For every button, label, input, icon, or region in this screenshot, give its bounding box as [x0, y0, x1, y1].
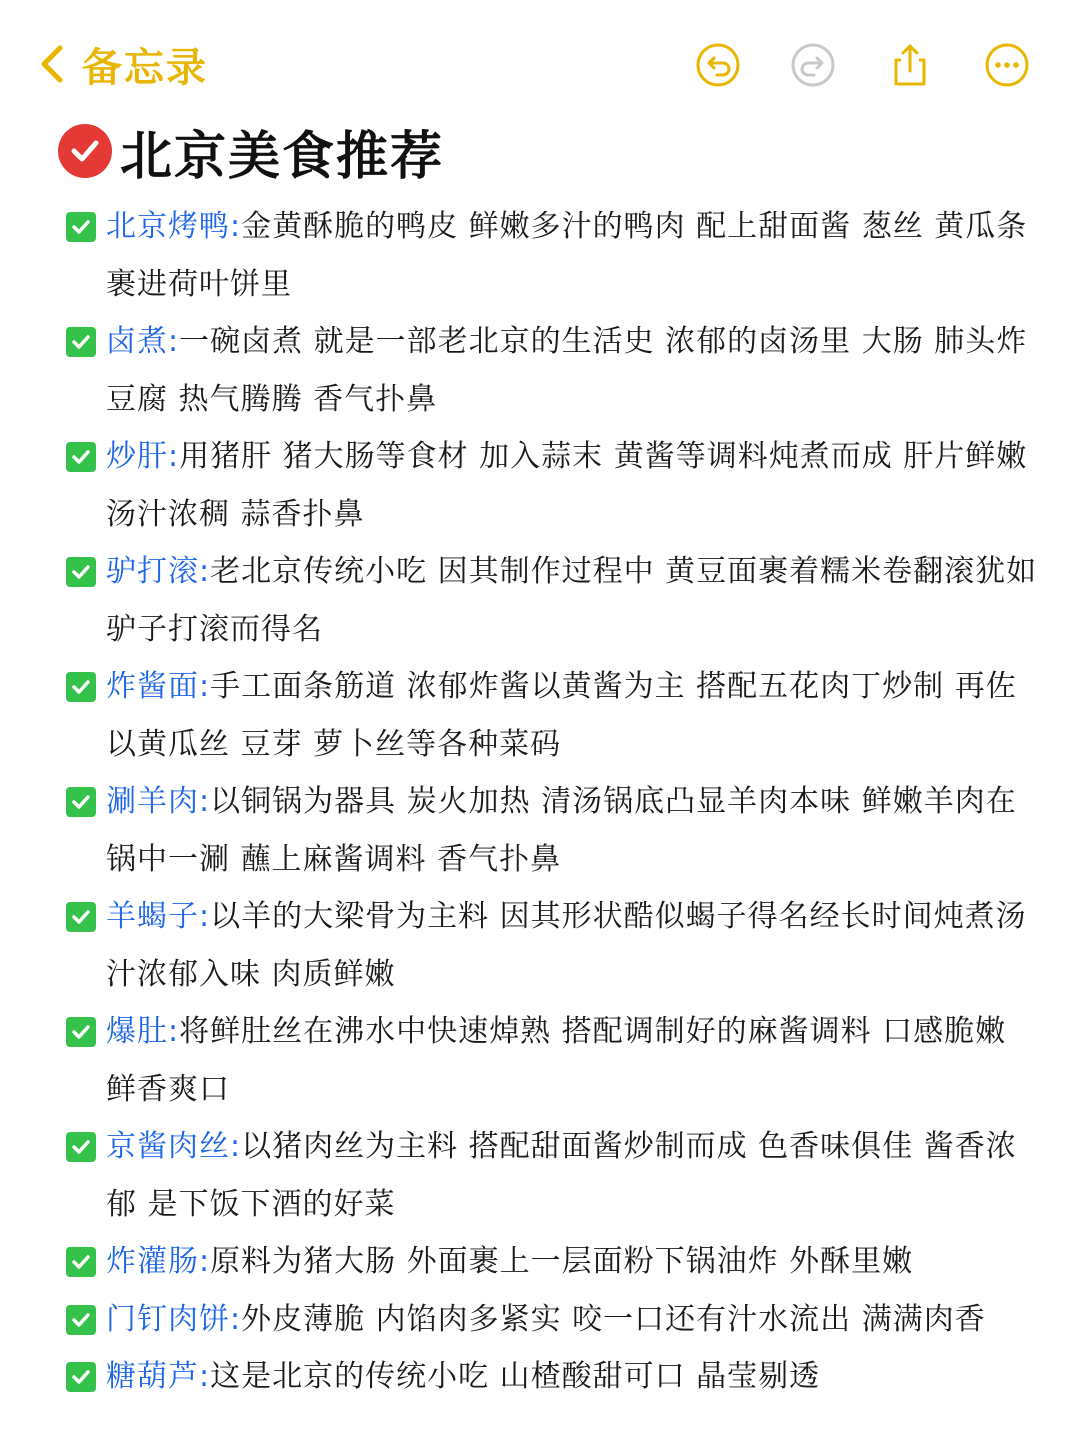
checkbox-icon[interactable]: [66, 1132, 96, 1162]
share-icon: [887, 42, 933, 88]
redo-icon: [790, 42, 836, 88]
name-separator: :: [199, 899, 211, 934]
food-name: 炸灌肠: [106, 1244, 199, 1279]
checkbox-icon[interactable]: [66, 1305, 96, 1335]
name-separator: :: [230, 1301, 242, 1337]
navigation-bar: [0, 0, 1080, 120]
list-item[interactable]: [0, 1233, 1080, 1291]
list-item[interactable]: [0, 1003, 1080, 1118]
name-separator: :: [168, 324, 180, 359]
food-name: 北京烤鸭: [106, 209, 230, 244]
checkbox-icon[interactable]: [66, 672, 96, 702]
name-separator: :: [168, 1014, 180, 1049]
food-name: 京酱肉丝: [106, 1129, 230, 1164]
food-description: 手工面条筋道 浓郁炸酱以黄酱为主 搭配五花肉丁炒制 再佐以黄瓜丝 豆芽 萝卜丝等各种菜码: [106, 669, 1017, 762]
food-description: 外皮薄脆 内馅肉多紧实 咬一口还有汁水流出 满满肉香: [241, 1301, 986, 1337]
food-description: 原料为猪大肠 外面裹上一层面粉下锅油炸 外酥里嫩: [210, 1244, 914, 1279]
checkbox-icon[interactable]: [66, 787, 96, 817]
undo-button[interactable]: [695, 42, 741, 88]
note-title[interactable]: 北京美食推荐: [120, 126, 445, 187]
checkbox-icon[interactable]: [66, 1247, 96, 1277]
checkbox-icon[interactable]: [66, 1362, 96, 1392]
share-button[interactable]: [887, 42, 933, 88]
chevron-left-icon: [36, 42, 70, 86]
name-separator: :: [168, 439, 180, 474]
back-button[interactable]: [36, 38, 208, 90]
more-button[interactable]: [984, 42, 1030, 88]
list-item[interactable]: [0, 313, 1080, 428]
name-separator: :: [199, 554, 211, 589]
name-separator: :: [199, 1359, 211, 1394]
food-name: 炸酱面: [106, 669, 199, 704]
undo-icon: [695, 42, 741, 88]
list-item[interactable]: [0, 1291, 1080, 1349]
note-title-row: [58, 118, 445, 187]
checkbox-icon[interactable]: [66, 442, 96, 472]
more-icon: [984, 42, 1030, 88]
food-name: 门钉肉饼: [106, 1301, 230, 1337]
name-separator: :: [199, 669, 211, 704]
checkbox-icon[interactable]: [66, 1017, 96, 1047]
name-separator: :: [230, 209, 242, 244]
food-description: 一碗卤煮 就是一部老北京的生活史 浓郁的卤汤里 大肠 肺头炸豆腐 热气腾腾 香气扑鼻: [106, 324, 1028, 417]
back-label: 备忘录: [82, 44, 208, 91]
food-name: 涮羊肉: [106, 784, 199, 819]
food-description: 用猪肝 猪大肠等食材 加入蒜末 黄酱等调料炖煮而成 肝片鲜嫩 汤汁浓稠 蒜香扑鼻: [106, 439, 1028, 532]
food-description: 以猪肉丝为主料 搭配甜面酱炒制而成 色香味俱佳 酱香浓郁 是下饭下酒的好菜: [106, 1129, 1017, 1222]
checkbox-icon[interactable]: [66, 327, 96, 357]
list-item[interactable]: [0, 428, 1080, 543]
list-item[interactable]: [0, 773, 1080, 888]
food-name: 卤煮: [106, 324, 168, 359]
list-item[interactable]: [0, 1118, 1080, 1233]
food-name: 羊蝎子: [106, 899, 199, 934]
redo-button[interactable]: [790, 42, 836, 88]
food-name: 爆肚: [106, 1014, 168, 1049]
list-item[interactable]: [0, 658, 1080, 773]
name-separator: :: [199, 1244, 211, 1279]
checkbox-icon[interactable]: [66, 902, 96, 932]
check-mark-icon: [58, 124, 112, 178]
food-description: 金黄酥脆的鸭皮 鲜嫩多汁的鸭肉 配上甜面酱 葱丝 黄瓜条 裹进荷叶饼里: [106, 209, 1028, 302]
food-name: 炒肝: [106, 439, 168, 474]
food-description: 将鲜肚丝在沸水中快速焯熟 搭配调制好的麻酱调料 口感脆嫩 鲜香爽口: [106, 1014, 1007, 1107]
food-description: 老北京传统小吃 因其制作过程中 黄豆面裹着糯米卷翻滚犹如驴子打滚而得名: [106, 554, 1038, 647]
checkbox-icon[interactable]: [66, 212, 96, 242]
food-name: 糖葫芦: [106, 1359, 199, 1394]
name-separator: :: [230, 1129, 242, 1164]
food-list: [0, 198, 1080, 1406]
list-item[interactable]: [0, 888, 1080, 1003]
list-item[interactable]: [0, 1348, 1080, 1406]
list-item[interactable]: [0, 198, 1080, 313]
food-description: 这是北京的传统小吃 山楂酸甜可口 晶莹剔透: [210, 1359, 821, 1394]
checkbox-icon[interactable]: [66, 557, 96, 587]
food-name: 驴打滚: [106, 554, 199, 589]
food-description: 以铜锅为器具 炭火加热 清汤锅底凸显羊肉本味 鲜嫩羊肉在锅中一涮 蘸上麻酱调料 香气扑鼻: [106, 784, 1017, 877]
list-item[interactable]: [0, 543, 1080, 658]
food-description: 以羊的大梁骨为主料 因其形状酷似蝎子得名经长时间炖煮汤汁浓郁入味 肉质鲜嫩: [106, 899, 1027, 992]
name-separator: :: [199, 784, 211, 819]
